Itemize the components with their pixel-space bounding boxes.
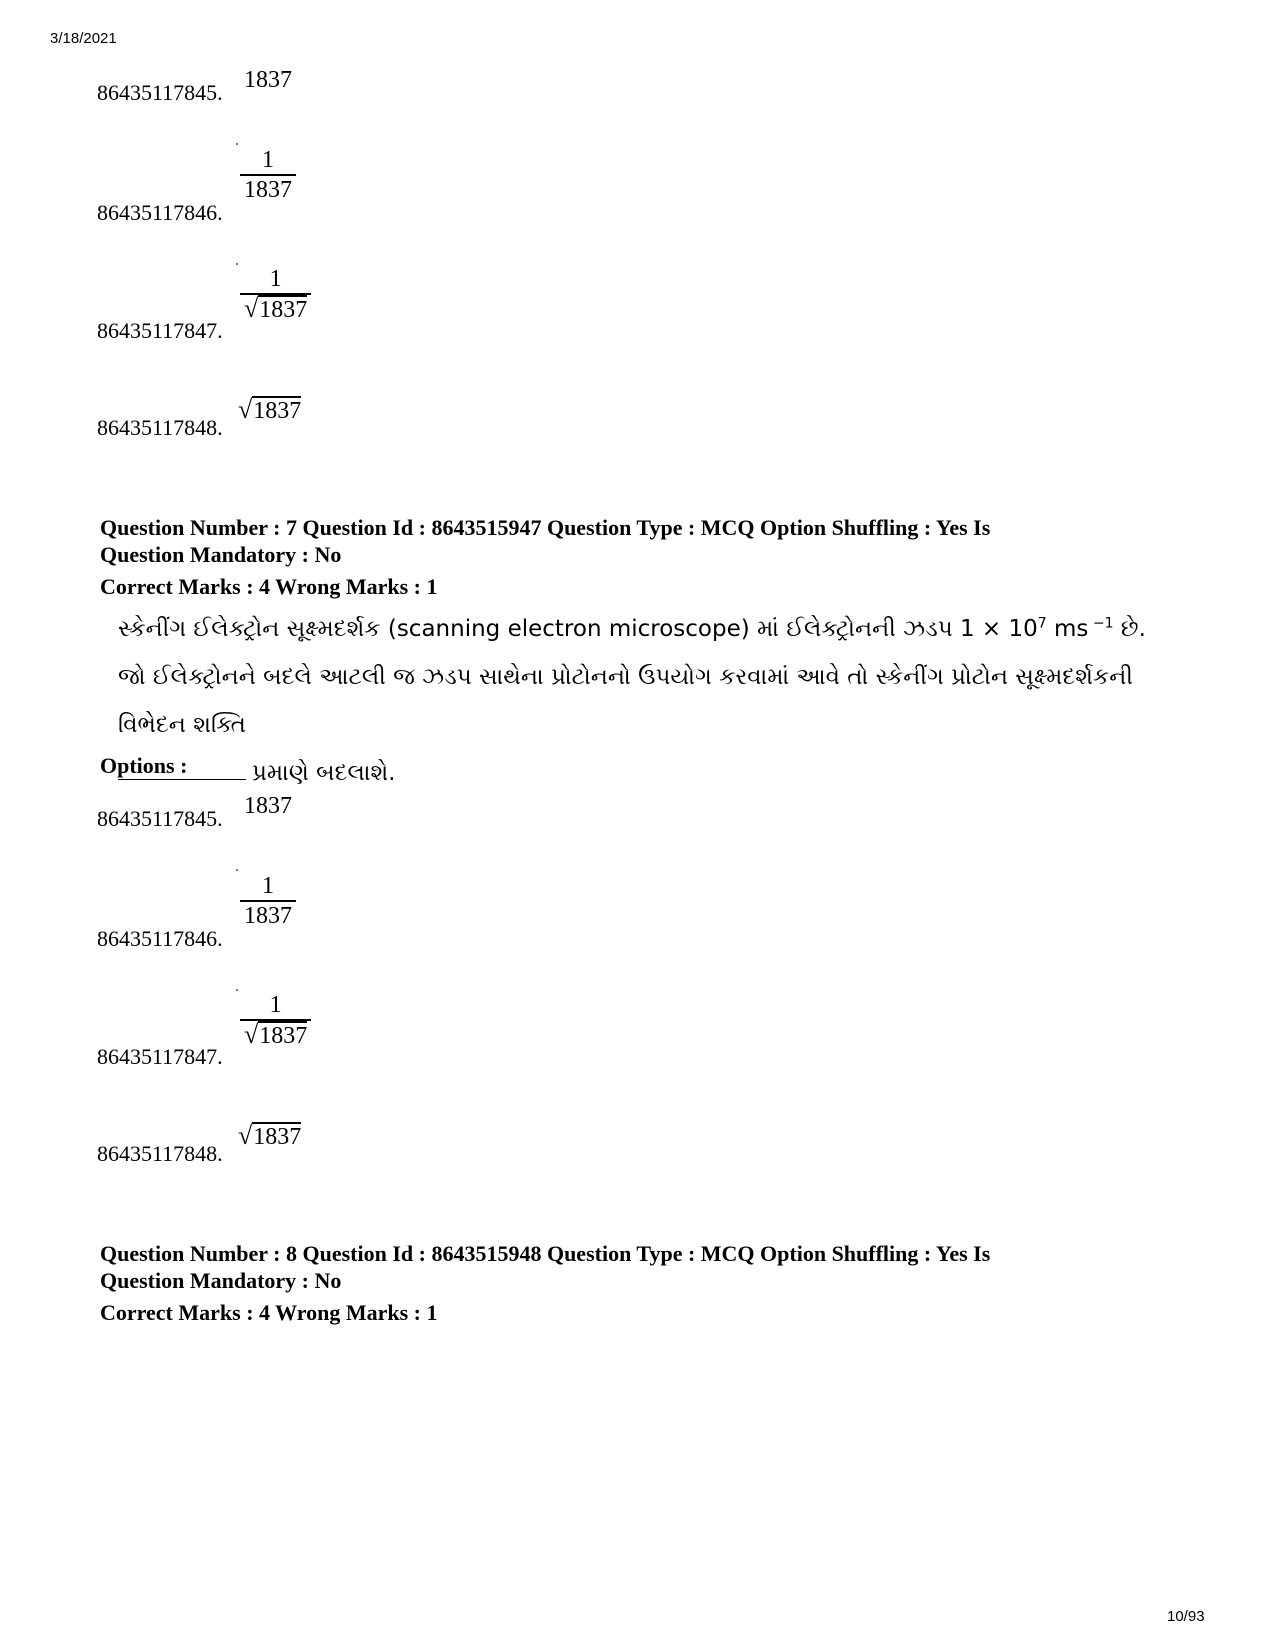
- fraction-denominator: 1837: [240, 900, 296, 930]
- question-text-part3: છે. જો ઈલેક્ટ્રોનને બદલે આટલી જ ઝડપ સાથેના પ્રોટોનનો ઉપયોગ કરવામાં આવે તો સ્કેનીંગ પ્રોટોન સૂક્ષ્મદર્શકની વિભેદન શક્તિ: [118, 616, 1146, 738]
- sqrt-expression: [244, 295, 307, 324]
- sqrt-radicand: 1837: [253, 1124, 302, 1150]
- question-header-line2: Question Mandatory : No: [100, 1268, 342, 1293]
- option-value-sqrt: [238, 1122, 301, 1151]
- page-number: 10/93: [1167, 1608, 1205, 1625]
- sqrt-radicand: 1837: [259, 1023, 308, 1049]
- option-id: 86435117848.: [97, 415, 223, 440]
- fraction-denominator: 1837: [240, 174, 296, 204]
- option-value-fraction-sqrt: [240, 991, 311, 1050]
- question-text-part4: પ્રમાણે બદલાશે.: [252, 760, 396, 786]
- option-marker-dot: [236, 989, 238, 991]
- fraction-denominator-container: [240, 293, 311, 324]
- question-text-part1: સ્કેનીંગ ઈલેક્ટ્રોન સૂક્ષ્મદર્શક (scanning electron microscope) માં ઈલેક્ટ્રોનની ઝડપ 1 × 10: [118, 616, 1038, 642]
- question-header-line1: Question Number : 8 Question Id : 8643515948 Question Type : MCQ Option Shuffling : Yes Is: [100, 1241, 991, 1266]
- option-id: 86435117845.: [97, 80, 223, 105]
- question-header-line2: Question Mandatory : No: [100, 542, 342, 567]
- option-marker-dot: [236, 143, 238, 145]
- options-label: Options :: [100, 753, 188, 778]
- option-id: 86435117847.: [97, 1044, 223, 1069]
- radical-sign: √: [244, 294, 259, 323]
- option-marker-dot: [236, 869, 238, 871]
- option-id: 86435117846.: [97, 200, 223, 225]
- option-marker-dot: [236, 263, 238, 265]
- print-date: 3/18/2021: [50, 30, 117, 47]
- fraction-numerator: 1: [262, 873, 274, 899]
- option-value-fraction: [240, 146, 296, 204]
- option-value-fraction-sqrt: [240, 265, 311, 324]
- question-text-unit: ms: [1046, 616, 1089, 642]
- radical-sign: √: [238, 1121, 253, 1150]
- option-id: 86435117846.: [97, 926, 223, 951]
- sqrt-radicand: 1837: [259, 297, 308, 323]
- radical-sign: √: [238, 395, 253, 424]
- question-text-exponent: 7: [1037, 615, 1047, 632]
- question-header: [100, 1240, 1200, 1294]
- option-id: 86435117847.: [97, 318, 223, 343]
- question-header-line1: Question Number : 7 Question Id : 8643515947 Question Type : MCQ Option Shuffling : Yes Is: [100, 515, 991, 540]
- option-value-sqrt: [238, 396, 301, 425]
- fraction-numerator: 1: [269, 266, 282, 292]
- option-value-fraction: [240, 872, 296, 930]
- option-id: 86435117845.: [97, 806, 223, 831]
- option-value-plain: 1837: [244, 67, 292, 93]
- sqrt-expression: [244, 1021, 307, 1050]
- fraction-numerator: 1: [269, 992, 282, 1018]
- question-marks: Correct Marks : 4 Wrong Marks : 1: [100, 574, 438, 599]
- option-id: 86435117848.: [97, 1141, 223, 1166]
- question-text-unit-exponent: −1: [1088, 615, 1114, 632]
- question-header: [100, 514, 1200, 568]
- sqrt-radicand: 1837: [253, 398, 302, 424]
- question-marks: Correct Marks : 4 Wrong Marks : 1: [100, 1300, 438, 1325]
- fraction-denominator-container: [240, 1019, 311, 1050]
- fraction-numerator: 1: [262, 147, 274, 173]
- radical-sign: √: [244, 1020, 259, 1049]
- option-value-plain: 1837: [244, 793, 292, 819]
